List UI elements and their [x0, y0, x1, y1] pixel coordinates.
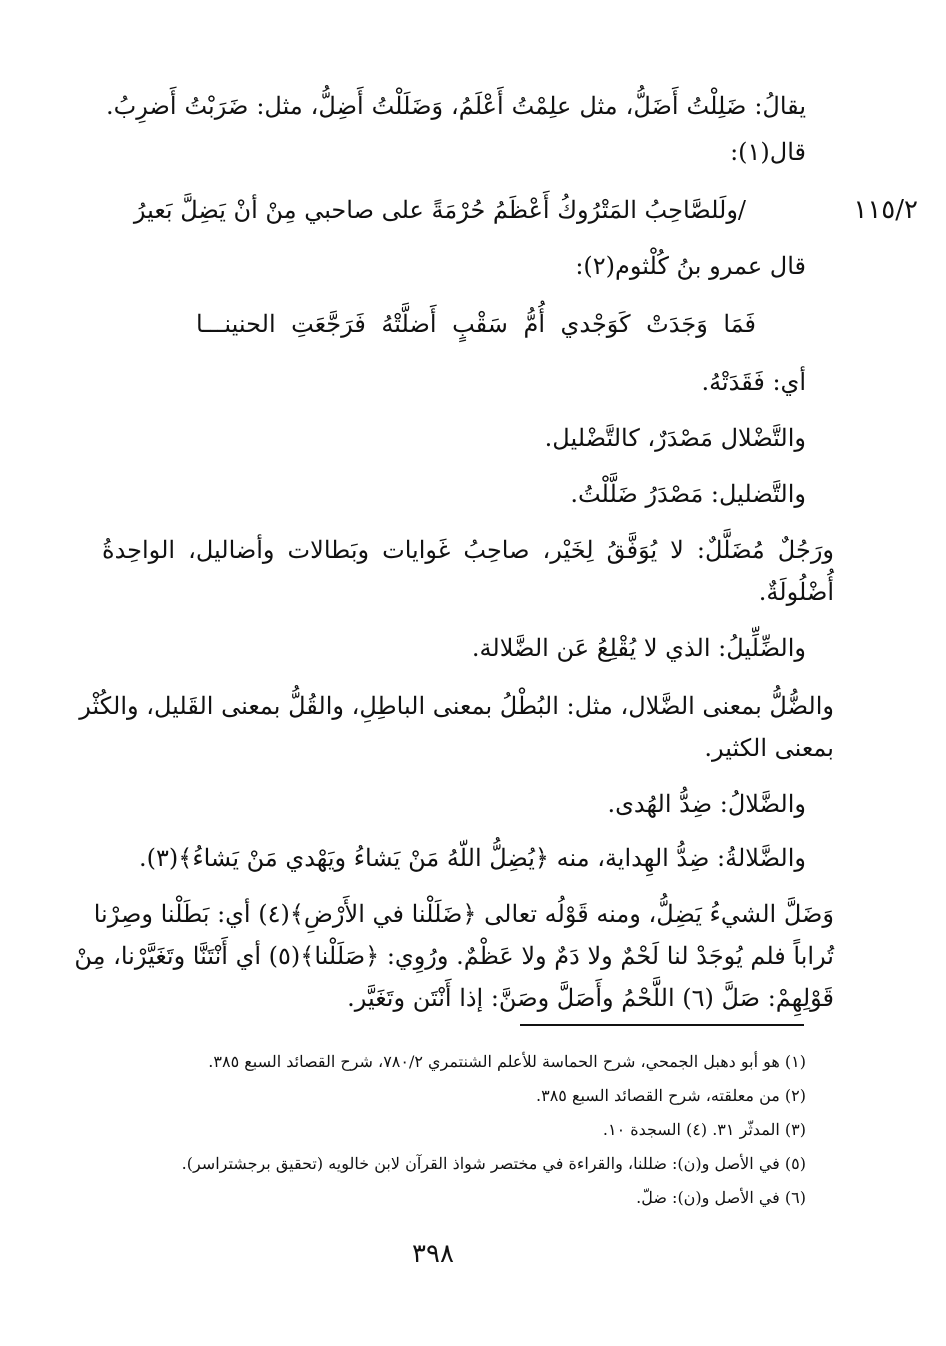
footnote-5: (٥) في الأصل و(ن): ضللنا، والقراءة في مختصر شواذ القرآن لابن خالويه (تحقيق برجشتراسر).	[181, 1154, 806, 1173]
text-line-10: والضُّلُّ بمعنى الضَّلال، مثل: البُطْلُ بمعنى الباطِلِ، والقُلُّ بمعنى القَليل، والكُثْر	[79, 692, 834, 720]
footnote-2: (٢) من معلقته، شرح القصائد السبع ٣٨٥.	[536, 1086, 806, 1105]
page-number: ٣٩٨	[412, 1239, 454, 1269]
footnote-divider	[520, 1024, 804, 1026]
text-line-7: ورَجُلٌ مُضَلَّلٌ: لا يُوَفَّقُ لِخَيْر، صاحِبُ غَوايات وبَطالات وأضاليل، الواحِدةُ	[102, 536, 834, 564]
text-line-2: قال(١):	[730, 138, 806, 166]
text-line-15: تُراباً فلم يُوجَدْ لنا لَحْمٌ ولا دَمٌ ولا عَظْمٌ. ورُوِي: ﴿صَلَلْنا﴾(٥) أي أَنْتَنَّا وتَغَيَّرْنا، مِنْ	[74, 942, 834, 970]
text-line-5: والتَّضْلال مَصْدَرٌ، كالتَّضْليل.	[544, 424, 806, 452]
verse-line-1: /ولَلصَّاحِبُ المَتْرُوكُ أَعْظَمُ حُرْمَةً على صاحبي مِنْ أنْ يَضِلَّ بَعيرُ	[133, 196, 746, 224]
text-line-16: قَوْلِهِمْ: صَلَّ (٦) اللَّحْمُ وأَصَلَّ وصَنَّ: إذا أَنْتَن وتَغَيَّر.	[347, 984, 834, 1012]
text-line-1: يقالُ: ضَلِلْتُ أَضَلُّ، مثل علِمْتُ أَعْلَمُ، وَضَلَلْتُ أَضِلُّ، مثل: ضَرَبْتُ أَضرِبُ.	[106, 92, 807, 120]
verse-line-2: فَمَا وَجَدَتْ كَوَجْدي أُمُّ سَقْبٍ أَضلَّتْهُ فَرَجَّعَتِ الحنينـــا	[196, 310, 756, 338]
footnote-3: (٣) المدثّر ٣١. (٤) السجدة ١٠.	[602, 1120, 806, 1139]
text-line-11: بمعنى الكثير.	[704, 734, 834, 762]
text-line-13: والضَّلالةُ: ضِدُّ الهِداية، منه ﴿يُضِلُّ اللّهُ مَنْ يَشاءُ ويَهْدي مَنْ يَشاءُ﴾(٣).	[139, 844, 806, 872]
text-line-6: والتَّضليل: مَصْدَرُ ضَلَّلْتُ.	[570, 480, 806, 508]
margin-reference: ١١٥/٢	[853, 195, 918, 225]
footnote-6: (٦) في الأصل و(ن): ضلّ.	[636, 1188, 806, 1207]
text-line-9: والضِّلِّيلُ: الذي لا يُقْلِعُ عَن الضَّلالة.	[471, 634, 806, 662]
text-line-4: أي: فَقَدَتْهُ.	[701, 368, 806, 396]
text-line-14: وَضَلَّ الشيءُ يَضِلُّ، ومنه قَوْلُه تعالى ﴿ضَلَلْنا في الأَرْضِ﴾(٤) أي: بَطَلْنا وصِرْنا	[93, 900, 834, 928]
text-line-8: أُضْلُولَةٌ.	[758, 578, 834, 606]
footnote-1: (١) هو أبو دهبل الجمحي، شرح الحماسة للأعلم الشنتمري ٧٨٠/٢، شرح القصائد السبع ٣٨٥.	[208, 1052, 806, 1071]
text-line-3: قال عمرو بنُ كُلْثوم(٢):	[575, 252, 806, 280]
text-line-12: والضَّلالُ: ضِدُّ الهُدى.	[607, 790, 806, 818]
